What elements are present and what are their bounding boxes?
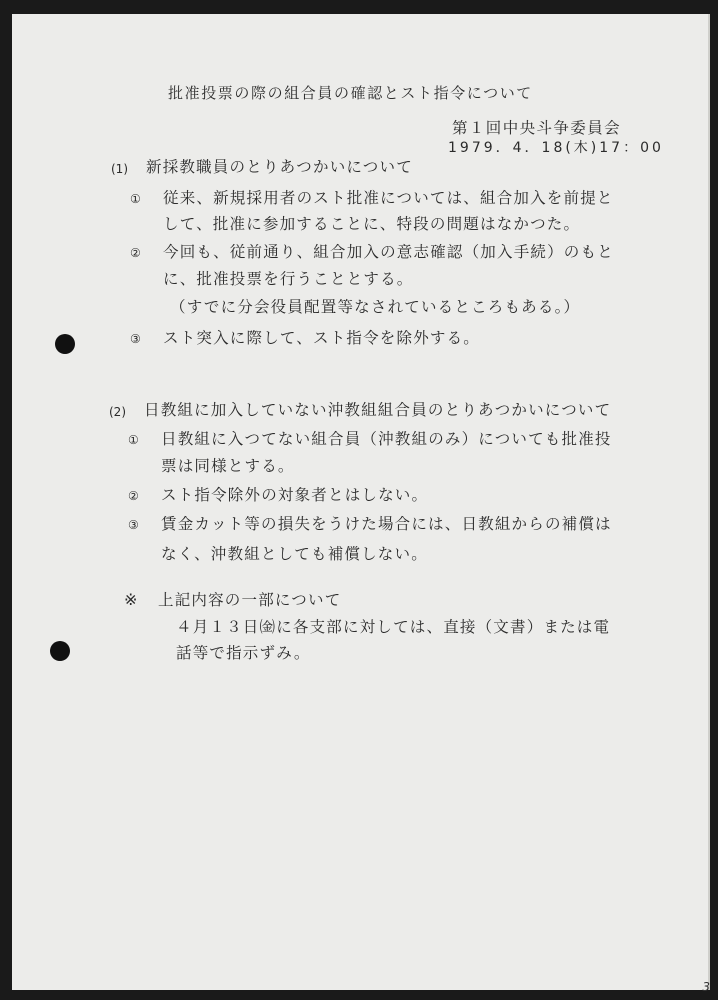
note-heading: 上記内容の一部について bbox=[158, 591, 342, 609]
section-heading: 日教組に加入していない沖教組組合員のとりあつかいについて bbox=[144, 401, 612, 419]
item-marker: ② bbox=[130, 246, 141, 260]
document-title: 批准投票の際の組合員の確認とスト指令について bbox=[168, 84, 533, 102]
item-line: 日教組に入つてない組合員（沖教組のみ）についても批准投 bbox=[161, 430, 612, 448]
note-mark: ※ bbox=[124, 590, 139, 609]
item-marker: ① bbox=[130, 192, 141, 206]
item-marker: ① bbox=[128, 433, 139, 447]
section-heading: 新採教職員のとりあつかいについて bbox=[146, 158, 413, 176]
item-line: して、批准に参加することに、特段の問題はなかつた。 bbox=[163, 215, 581, 233]
punch-hole bbox=[50, 641, 70, 661]
item-line: 今回も、従前通り、組合加入の意志確認（加入手続）のもと bbox=[163, 243, 614, 261]
note-line: ４月１３日㈮に各支部に対しては、直接（文書）または電 bbox=[176, 618, 611, 636]
item-marker: ③ bbox=[128, 518, 139, 532]
section-number: (1) bbox=[111, 162, 128, 176]
committee-name: 第１回中央斗争委員会 bbox=[452, 119, 622, 137]
item-line: （すでに分会役員配置等なされているところもある。） bbox=[170, 298, 581, 316]
item-line: スト突入に際して、スト指令を除外する。 bbox=[163, 329, 480, 347]
item-line: に、批准投票を行うこととする。 bbox=[163, 270, 414, 288]
note-line: 話等で指示ずみ。 bbox=[176, 644, 311, 662]
item-line: 賃金カット等の損失をうけた場合には、日教組からの補償は bbox=[161, 515, 612, 533]
punch-hole bbox=[55, 334, 75, 354]
meeting-date: 1979．4．18(木)17：00 bbox=[448, 140, 664, 156]
section-number: (2) bbox=[109, 405, 126, 419]
item-line: 票は同様とする。 bbox=[161, 457, 295, 475]
item-marker: ③ bbox=[130, 332, 141, 346]
item-line: 従来、新規採用者のスト批准については、組合加入を前提と bbox=[163, 189, 614, 207]
item-line: なく、沖教組としても補償しない。 bbox=[161, 545, 428, 563]
item-marker: ② bbox=[128, 489, 139, 503]
page-number: 3 bbox=[702, 980, 710, 994]
item-line: スト指令除外の対象者とはしない。 bbox=[161, 486, 429, 504]
